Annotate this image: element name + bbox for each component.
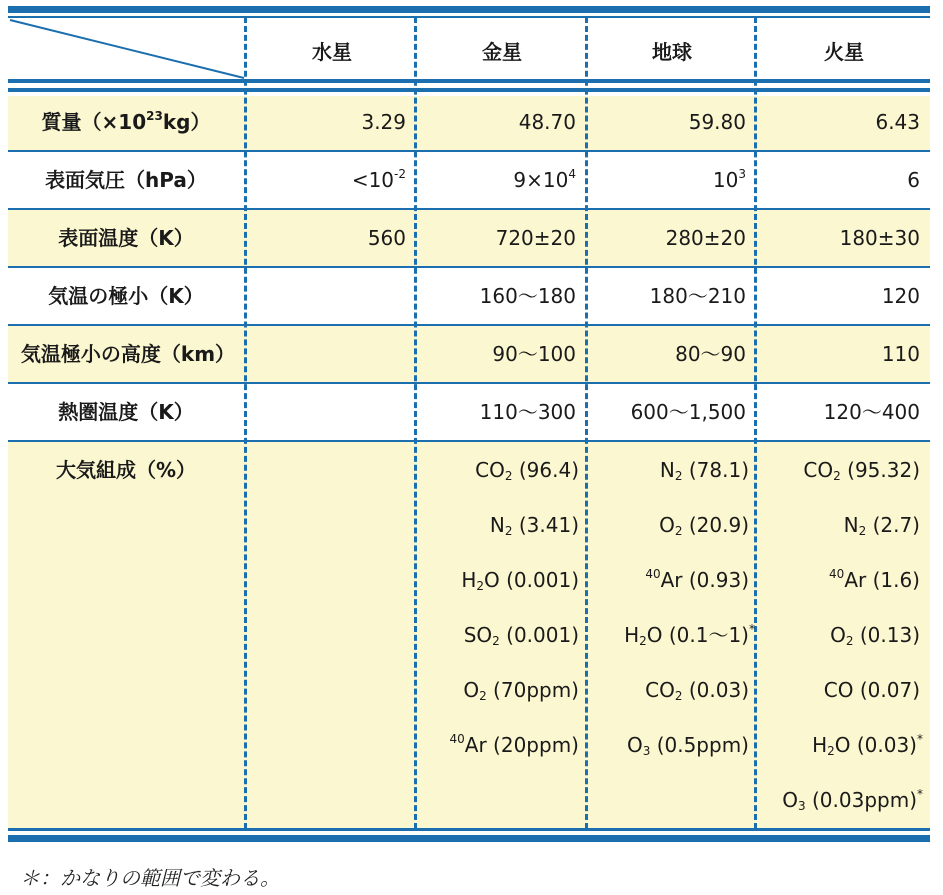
earth-composition-item: $^{40}$Ar (0.93) bbox=[645, 567, 749, 592]
cell-earth-mass: 59.80 bbox=[688, 110, 746, 134]
cell-earth-min-altitude: 80～90 bbox=[675, 342, 746, 366]
row-label-surface-pressure: 表面気圧（hPa） bbox=[45, 168, 207, 192]
column-separator bbox=[585, 17, 588, 829]
cell-venus-min-temp: 160～180 bbox=[479, 284, 576, 308]
row-label-surface-temperature: 表面温度（K） bbox=[58, 226, 194, 250]
venus-composition-item: $^{40}$Ar (20ppm) bbox=[449, 732, 579, 757]
bottom-rule-thin bbox=[8, 828, 930, 831]
earth-composition-item: $CO_2$ (0.03) bbox=[645, 678, 749, 703]
cell-venus-thermosphere: 110～300 bbox=[479, 400, 576, 424]
mars-composition-item: $O_3$ (0.03ppm)* bbox=[782, 787, 923, 813]
cell-earth-thermosphere: 600～1,500 bbox=[630, 400, 746, 424]
mars-composition-item: $H_2O$ (0.03)* bbox=[812, 732, 923, 758]
mars-composition-item: CO (0.07) bbox=[823, 678, 920, 702]
earth-composition-item: $O_2$ (20.9) bbox=[659, 513, 749, 538]
column-separator bbox=[244, 17, 247, 829]
header-diagonal bbox=[8, 18, 246, 80]
header-rule-1 bbox=[8, 79, 930, 83]
cell-venus-min-altitude: 90～100 bbox=[492, 342, 576, 366]
row-separator bbox=[8, 208, 930, 210]
mars-composition-item: $^{40}$Ar (1.6) bbox=[829, 567, 920, 592]
venus-composition-item: $H_2O$ (0.001) bbox=[461, 568, 579, 593]
row-label-composition: 大気組成（%） bbox=[55, 458, 197, 482]
cell-earth-pressure: $10^3$ bbox=[712, 167, 746, 192]
venus-composition-item: $O_2$ (70ppm) bbox=[463, 678, 579, 703]
column-separator bbox=[754, 17, 757, 829]
venus-composition-item: $SO_2$ (0.001) bbox=[463, 623, 579, 648]
header-rule-2 bbox=[8, 88, 930, 92]
venus-composition-item: $CO_2$ (96.4) bbox=[475, 458, 579, 483]
row-label-min-temperature: 気温の極小（K） bbox=[48, 284, 204, 308]
top-rule bbox=[8, 6, 930, 13]
earth-composition-item: $N_2$ (78.1) bbox=[659, 458, 749, 483]
mars-composition-item: $CO_2$ (95.32) bbox=[803, 458, 920, 483]
earth-composition-item: $O_3$ (0.5ppm) bbox=[626, 733, 749, 758]
cell-venus-mass: 48.70 bbox=[518, 110, 576, 134]
bottom-rule bbox=[8, 835, 930, 842]
row-separator bbox=[8, 440, 930, 442]
cell-mars-min-temp: 120 bbox=[881, 284, 920, 308]
row-label-mass: 質量$(\times 10^{23}kg)$ bbox=[41, 109, 211, 134]
cell-venus-surface-temp: 720±20 bbox=[495, 226, 576, 250]
cell-mars-mass: 6.43 bbox=[875, 110, 920, 134]
cell-mars-surface-temp: 180±30 bbox=[839, 226, 920, 250]
column-separator bbox=[414, 17, 417, 829]
cell-mars-min-altitude: 110 bbox=[881, 342, 920, 366]
cell-mercury-surface-temp: 560 bbox=[367, 226, 406, 250]
cell-mars-thermosphere: 120～400 bbox=[823, 400, 920, 424]
cell-earth-min-temp: 180～210 bbox=[649, 284, 746, 308]
mars-composition-item: $O_2$ (0.13) bbox=[830, 623, 920, 648]
cell-earth-surface-temp: 280±20 bbox=[665, 226, 746, 250]
earth-composition-item: $H_2O$ (0.1～1)* bbox=[624, 622, 755, 648]
footnote: ＊：かなりの範囲で変わる。 bbox=[20, 866, 280, 890]
cell-mercury-mass: 3.29 bbox=[361, 110, 406, 134]
cell-venus-pressure: $9\times 10^4$ bbox=[513, 167, 576, 192]
venus-composition-item: $N_2$ (3.41) bbox=[489, 513, 579, 538]
row-separator bbox=[8, 150, 930, 152]
header-mercury: 水星 bbox=[312, 40, 352, 64]
row-separator bbox=[8, 382, 930, 384]
header-mars: 火星 bbox=[824, 40, 864, 64]
row-separator bbox=[8, 324, 930, 326]
cell-mercury-pressure: $<10^{-2}$ bbox=[351, 167, 406, 192]
mars-composition-item: $N_2$ (2.7) bbox=[843, 513, 920, 538]
header-venus: 金星 bbox=[482, 40, 522, 64]
row-label-thermosphere-temp: 熱圏温度（K） bbox=[58, 400, 194, 424]
row-label-min-temp-altitude: 気温極小の高度（km） bbox=[20, 342, 236, 366]
row-separator bbox=[8, 266, 930, 268]
header-earth: 地球 bbox=[652, 40, 692, 64]
cell-mars-pressure: 6 bbox=[907, 168, 920, 192]
